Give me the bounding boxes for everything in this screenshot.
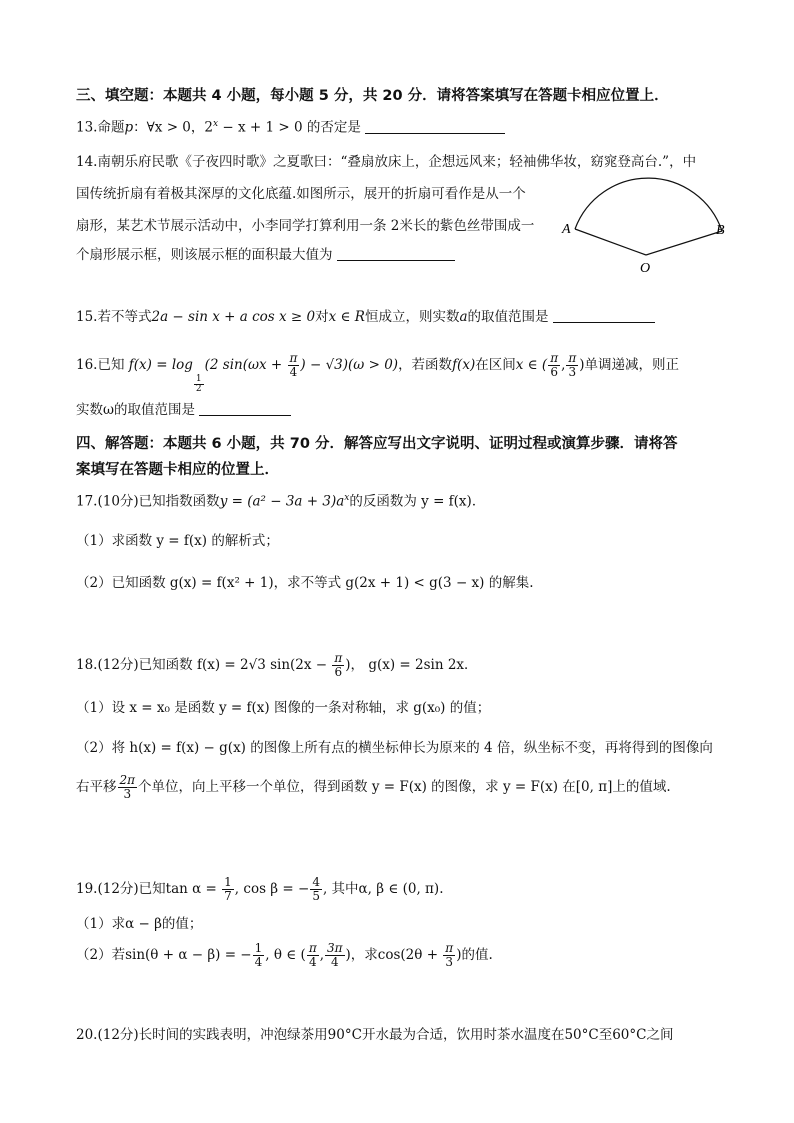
q19-frac-1-7: $\frac{1}{7}$ (224, 875, 232, 903)
q14-answer-blank[interactable] (337, 246, 455, 261)
q16-frac-pi-6: $\frac{\pi}{6}$ (550, 351, 559, 379)
q14-line-3: 扇形，某艺术节展示活动中，小李同学打算利用一条 2米长的紫色丝带围成一 (76, 218, 535, 234)
fan-radius-oa (575, 229, 646, 255)
q14-line-4-text: 个扇形展示框，则该展示框的面积最大值为 (76, 247, 333, 263)
q18-part-2-line-2 (76, 772, 671, 802)
q16-text-a: 16.已知 (76, 357, 125, 373)
q19-frac-4-5: $\frac{4}{5}$ (312, 875, 320, 903)
q18-part2-a: 右平移 (76, 779, 117, 795)
q14-line-4 (76, 245, 455, 265)
section-4-heading-1: 四、解答题：本题共 6 小题，共 70 分．解答应写出文字说明、证明过程或演算步骤．请将答 (76, 436, 678, 452)
q18-part2-b: 个单位，向上平移一个单位，得到函数 y = F(x) 的图像，求 y = F(x) 在[0, π]上的值域. (138, 779, 671, 795)
q18-part-1: （1）设 x = x₀ 是函数 y = f(x) 图像的一条对称轴，求 g(x₀) 的值； (76, 700, 491, 716)
q15-text-d: 的取值范围是 (467, 309, 549, 325)
q19-intro-b: , cos β = − (234, 881, 310, 897)
q16-fx2: f(x) (452, 357, 476, 373)
q16-text-d: 单调递减，则正 (584, 357, 680, 373)
q18-intro-a: 18.(12分)已知函数 f(x) = 2√3 sin(2x − (76, 657, 332, 673)
label-b: B (716, 223, 725, 238)
q16-text-b: ，若函数 (398, 357, 453, 373)
q15-answer-blank[interactable] (553, 308, 655, 323)
q16-interval-a: x ∈ ( (515, 357, 548, 373)
q18-frac-2pi-3: $\frac{2\pi}{3}$ (119, 773, 136, 801)
q16-interval-b: ) (579, 357, 585, 373)
q19-part2-a: （2）若sin(θ + α − β) = − (76, 947, 252, 963)
question-13 (76, 114, 505, 138)
label-o: O (640, 261, 651, 276)
q18-frac-pi-6: $\frac{\pi}{6}$ (334, 651, 343, 679)
q18-part-2-line-1: （2）将 h(x) = f(x) − g(x) 的图像上所有点的横坐标伸长为原来的 4 倍，纵坐标不变，再将得到的图像向 (76, 740, 713, 756)
q19-frac-pi-4: $\frac{\pi}{4}$ (308, 941, 317, 969)
q16-line-2 (76, 400, 291, 420)
q17-tail: 的反函数为 y = f(x)． (349, 493, 486, 510)
q16-frac-pi-3: $\frac{\pi}{3}$ (568, 351, 577, 379)
q13-expr-tail: − x + 1 > 0 的否定是 (218, 119, 361, 136)
q18-intro-b: )， g(x) = 2sin 2x． (345, 657, 478, 673)
fan-arc (575, 178, 722, 231)
question-16: 16.已知 f(x) = log $\frac{1}{2}$ (2 sin(ωx + $\frac{\pi}{4}$ ) − √3)(ω > 0)，若函数f(x)在区间x ∈ ( $\frac{\pi}{6}$ , $\frac{\pi}{3}$ )单调递减，则正 (76, 351, 680, 394)
q17-part-2: （2）已知函数 g(x) = f(x² + 1)，求不等式 g(2x + 1) < g(3 − x) 的解集. (76, 575, 534, 591)
q19-intro-a: 19.(12分)已知tan α = (76, 881, 222, 897)
q19-part-1: （1）求α − β的值； (76, 916, 203, 932)
q13-text: 13.命题 (76, 119, 125, 136)
q16-line-2-text: 实数ω的取值范围是 (76, 402, 196, 418)
q17-intro-text: 17.(10分)已知指数函数 (76, 493, 220, 510)
q17-sup: x (344, 493, 350, 503)
q15-expr: 2a − sin x + a cos x ≥ 0 (151, 309, 316, 325)
q19-frac-pi-3: $\frac{\pi}{3}$ (445, 941, 454, 969)
q15-text-c: 恒成立，则实数 (364, 309, 460, 325)
q17-part-1: （1）求函数 y = f(x) 的解析式； (76, 533, 279, 549)
fan-radius-ob (646, 231, 722, 255)
question-15 (76, 307, 655, 327)
q14-line-2: 国传统折扇有着极其深厚的文化底蕴.如图所示，展开的折扇可看作是从一个 (76, 186, 526, 202)
q16-log-base: $\frac{1}{2}$ (195, 374, 202, 394)
q15-expr2: x ∈ R (328, 309, 365, 325)
q13-expr: ：∀x > 0，2 (133, 119, 213, 136)
q16-frac-pi-4: $\frac{\pi}{4}$ (289, 351, 298, 379)
q19-part2-b: , θ ∈ ( (265, 947, 306, 963)
q19-intro-c: , 其中α, β ∈ (0, π). (322, 881, 444, 897)
q15-text-a: 15.若不等式 (76, 309, 152, 325)
q19-frac-1-4: $\frac{1}{4}$ (254, 941, 263, 969)
q17-intro (76, 488, 485, 512)
label-a: A (562, 222, 571, 237)
q18-intro (76, 650, 478, 680)
q15-var: a (459, 309, 468, 325)
q15-text-b: 对 (315, 309, 329, 325)
q13-answer-blank[interactable] (365, 119, 505, 134)
section-3-heading: 三、填空题：本题共 4 小题，每小题 5 分，共 20 分．请将答案填写在答题卡相应位置上． (76, 88, 669, 104)
q16-expr-a: (2 sin(ωx + (204, 357, 287, 373)
fan-figure (560, 175, 740, 280)
q14-line-1: 14.南朝乐府民歌《子夜四时歌》之夏歌曰：“叠扇放床上，企想远风来；轻袖佛华妆，窈窕登高台.”，中 (76, 154, 697, 170)
section-4-heading-2: 案填写在答题卡相应的位置上． (76, 462, 279, 478)
q19-intro (76, 874, 443, 904)
q19-part2-c: )，求cos(2θ + (345, 947, 443, 963)
q19-part2-d: )的值. (456, 947, 493, 963)
q13-var-p: p (124, 119, 134, 136)
q16-answer-blank[interactable] (199, 401, 291, 416)
q19-part-2: （2）若sin(θ + α − β) = − $\frac{1}{4}$ , θ ∈ ( $\frac{\pi}{4}$ , $\frac{3\pi}{4}$ )，求cos(2θ + $\frac{\pi}{3}$ )的值. (76, 941, 493, 969)
q20-line-1: 20.(12分)长时间的实践表明，冲泡绿茶用90°C开水最为合适，饮用时茶水温度在50°C至60°C之间 (76, 1027, 674, 1043)
q16-fx: f(x) = log (128, 357, 193, 373)
q17-expr: y = (a² − 3a + 3)a (219, 493, 345, 510)
q19-frac-3pi-4: $\frac{3\pi}{4}$ (327, 941, 343, 969)
q16-text-c: 在区间 (475, 357, 516, 373)
q13-exponent: x (212, 119, 219, 129)
q16-expr-b: ) − √3)(ω > 0) (300, 357, 399, 373)
